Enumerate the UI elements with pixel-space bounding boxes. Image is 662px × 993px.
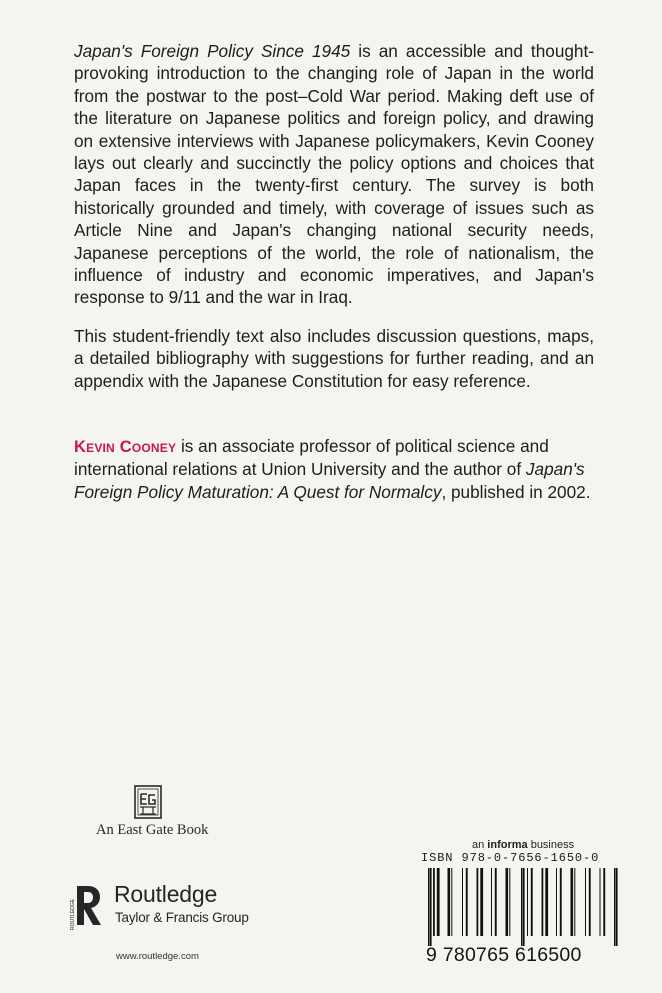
east-gate-logo-icon <box>134 785 162 819</box>
informa-brand: informa <box>487 839 528 851</box>
routledge-vertical-text: ROUTLEDGE <box>70 898 76 930</box>
features-paragraph: This student-friendly text also includes discussion questions, maps, a detailed bibliography with suggestions for further reading, and an appendix with the Japanese Constitution for easy reference. <box>74 326 594 391</box>
publisher-website: www.routledge.com <box>116 951 199 962</box>
informa-prefix: an <box>472 839 488 851</box>
author-bio-end: , published in 2002. <box>441 481 591 502</box>
author-bio-text: is an associate professor of political science and international relations at Union University and the author of <box>74 436 549 480</box>
description-text: is an accessible and thought-provoking introduction to the changing role of Japan in the world from the postwar to the post–Cold War period. Making deft use of the literature on Japanese politics and foreign policy, and drawing on extensive interviews with Japanese policymakers, Kevin Cooney lays out clearly and succinctly the policy options and choices that Japan faces in the twenty-first century. The survey is both historically grounded and timely, with coverage of issues such as Article Nine and Japan's changing national security needs, Japanese perceptions of the world, the role of nationalism, the influence of industry and economic imperatives, and Japan's response to 9/11 and the war in Iraq. <box>74 41 594 308</box>
isbn-barcode <box>422 868 644 946</box>
publisher-name: Routledge <box>114 881 218 907</box>
barcode-digits: 9 780765 616500 <box>426 944 582 966</box>
author-bio <box>74 435 594 503</box>
informa-suffix: business <box>527 839 575 851</box>
isbn-text: ISBN 978-0-7656-1650-0 <box>421 851 600 865</box>
description-paragraph <box>74 40 594 309</box>
informa-business-label <box>472 839 574 851</box>
routledge-logo-icon <box>71 883 105 933</box>
book-title: Japan's Foreign Policy Since 1945 <box>74 41 351 61</box>
imprint-label: An East Gate Book <box>96 822 209 838</box>
author-previous-book: Japan's Foreign Policy Maturation: A Quest for Normalcy <box>74 459 585 502</box>
publisher-group: Taylor & Francis Group <box>115 910 249 925</box>
author-name: Kevin Cooney <box>74 438 177 456</box>
